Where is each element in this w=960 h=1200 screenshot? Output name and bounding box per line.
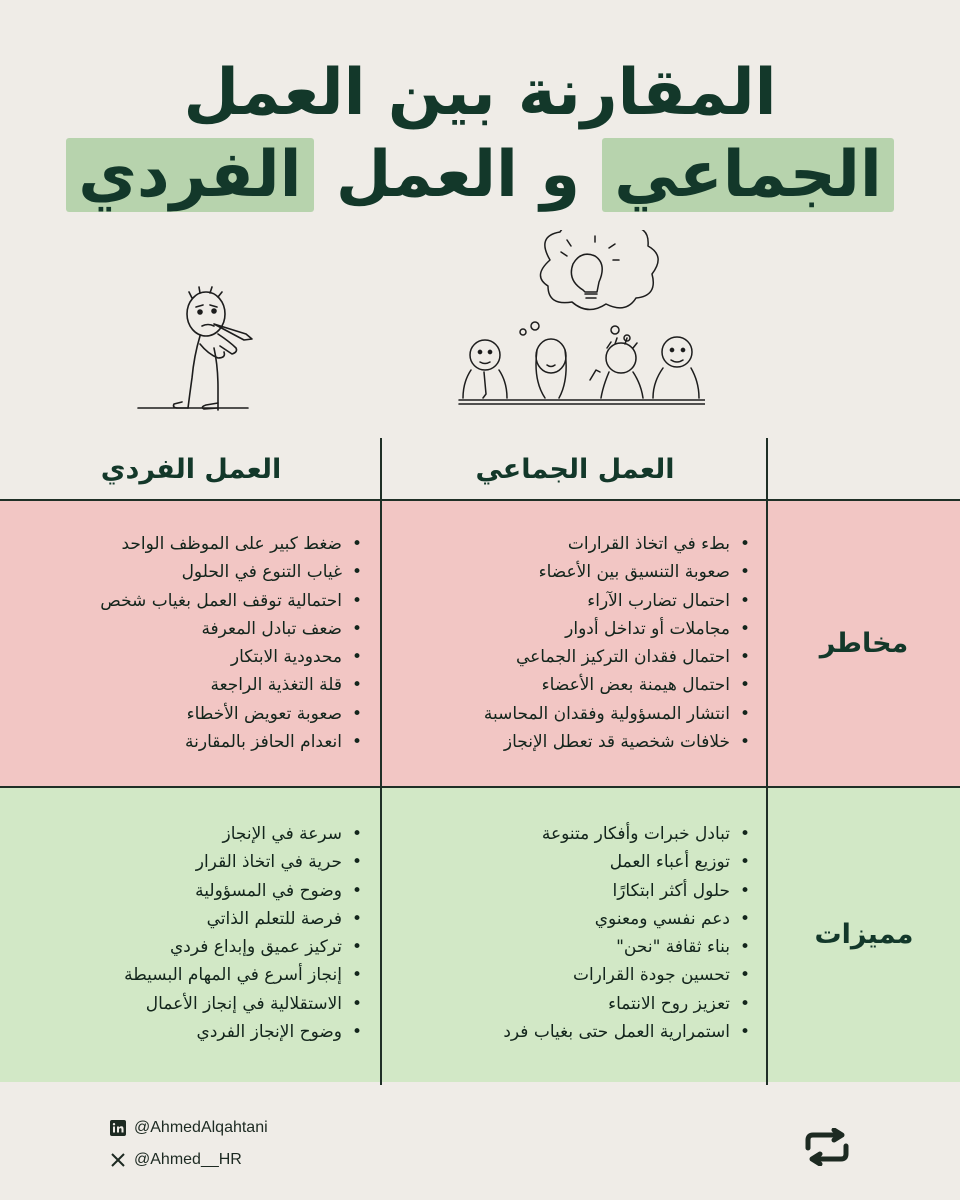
risks-label: مخاطر: [819, 628, 909, 659]
column-header-individual: العمل الفردي: [100, 453, 282, 485]
table-divider-left: [380, 438, 382, 1085]
team-brainstorm-illustration: [455, 230, 705, 410]
list-item: • ضغط كبير على الموظف الواحد: [100, 530, 362, 558]
list-item: • احتمال هيمنة بعض الأعضاء: [484, 671, 750, 699]
individual-thinker-illustration: [130, 286, 280, 412]
list-item: • صعوبة تعويض الأخطاء: [100, 700, 362, 728]
risks-individual-cell: [100, 530, 362, 756]
title-line-2: [0, 134, 960, 216]
list-item: • غياب التنوع في الحلول: [100, 558, 362, 586]
list-item: • تحسين جودة القرارات: [503, 961, 750, 989]
list-item: • تبادل خبرات وأفكار متنوعة: [503, 820, 750, 848]
list-item: • تعزيز روح الانتماء: [503, 990, 750, 1018]
linkedin-icon: [110, 1120, 126, 1136]
list-item: • خلافات شخصية قد تعطل الإنجاز: [484, 728, 750, 756]
repost-icon[interactable]: [802, 1128, 852, 1166]
lightbulb-icon: [561, 236, 619, 298]
title-highlight-team: الجماعي: [602, 138, 894, 212]
list-item: • استمرارية العمل حتى بغياب فرد: [503, 1018, 750, 1046]
x-icon: [110, 1152, 126, 1168]
list-item: • إنجاز أسرع في المهام البسيطة: [124, 961, 362, 989]
column-header-team: العمل الجماعي: [475, 453, 675, 485]
list-item: • قلة التغذية الراجعة: [100, 671, 362, 699]
list-item: • توزيع أعباء العمل: [503, 848, 750, 876]
list-item: • حلول أكثر ابتكارًا: [503, 877, 750, 905]
title-highlight-individual: الفردي: [66, 138, 313, 212]
list-item: • انعدام الحافز بالمقارنة: [100, 728, 362, 756]
list-item: • الاستقلالية في إنجاز الأعمال: [124, 990, 362, 1018]
list-item: • وضوح الإنجاز الفردي: [124, 1018, 362, 1046]
linkedin-handle: @AhmedAlqahtani: [134, 1119, 268, 1136]
title-line-1: المقارنة بين العمل: [183, 56, 777, 130]
title-connector: و العمل: [335, 138, 581, 212]
advantages-individual-cell: [124, 820, 362, 1046]
list-item: • صعوبة التنسيق بين الأعضاء: [484, 558, 750, 586]
list-item: • فرصة للتعلم الذاتي: [124, 905, 362, 933]
risks-team-cell: [484, 530, 750, 756]
list-item: • وضوح في المسؤولية: [124, 877, 362, 905]
x-link[interactable]: [110, 1147, 268, 1173]
page-title: [0, 52, 960, 216]
list-item: • محدودية الابتكار: [100, 643, 362, 671]
advantages-team-cell: [503, 820, 750, 1046]
advantages-label: مميزات: [814, 919, 914, 950]
list-item: • احتمالية توقف العمل بغياب شخص: [100, 587, 362, 615]
list-item: • تركيز عميق وإبداع فردي: [124, 933, 362, 961]
x-handle: @Ahmed__HR: [134, 1151, 242, 1168]
list-item: • احتمال تضارب الآراء: [484, 587, 750, 615]
list-item: • احتمال فقدان التركيز الجماعي: [484, 643, 750, 671]
linkedin-link[interactable]: [110, 1115, 268, 1141]
list-item: • انتشار المسؤولية وفقدان المحاسبة: [484, 700, 750, 728]
list-item: • دعم نفسي ومعنوي: [503, 905, 750, 933]
list-item: • سرعة في الإنجاز: [124, 820, 362, 848]
list-item: • مجاملات أو تداخل أدوار: [484, 615, 750, 643]
list-item: • بناء ثقافة "نحن": [503, 933, 750, 961]
list-item: • بطء في اتخاذ القرارات: [484, 530, 750, 558]
social-handles: [110, 1115, 268, 1179]
list-item: • ضعف تبادل المعرفة: [100, 615, 362, 643]
comparison-table: [0, 438, 960, 1085]
list-item: • حرية في اتخاذ القرار: [124, 848, 362, 876]
